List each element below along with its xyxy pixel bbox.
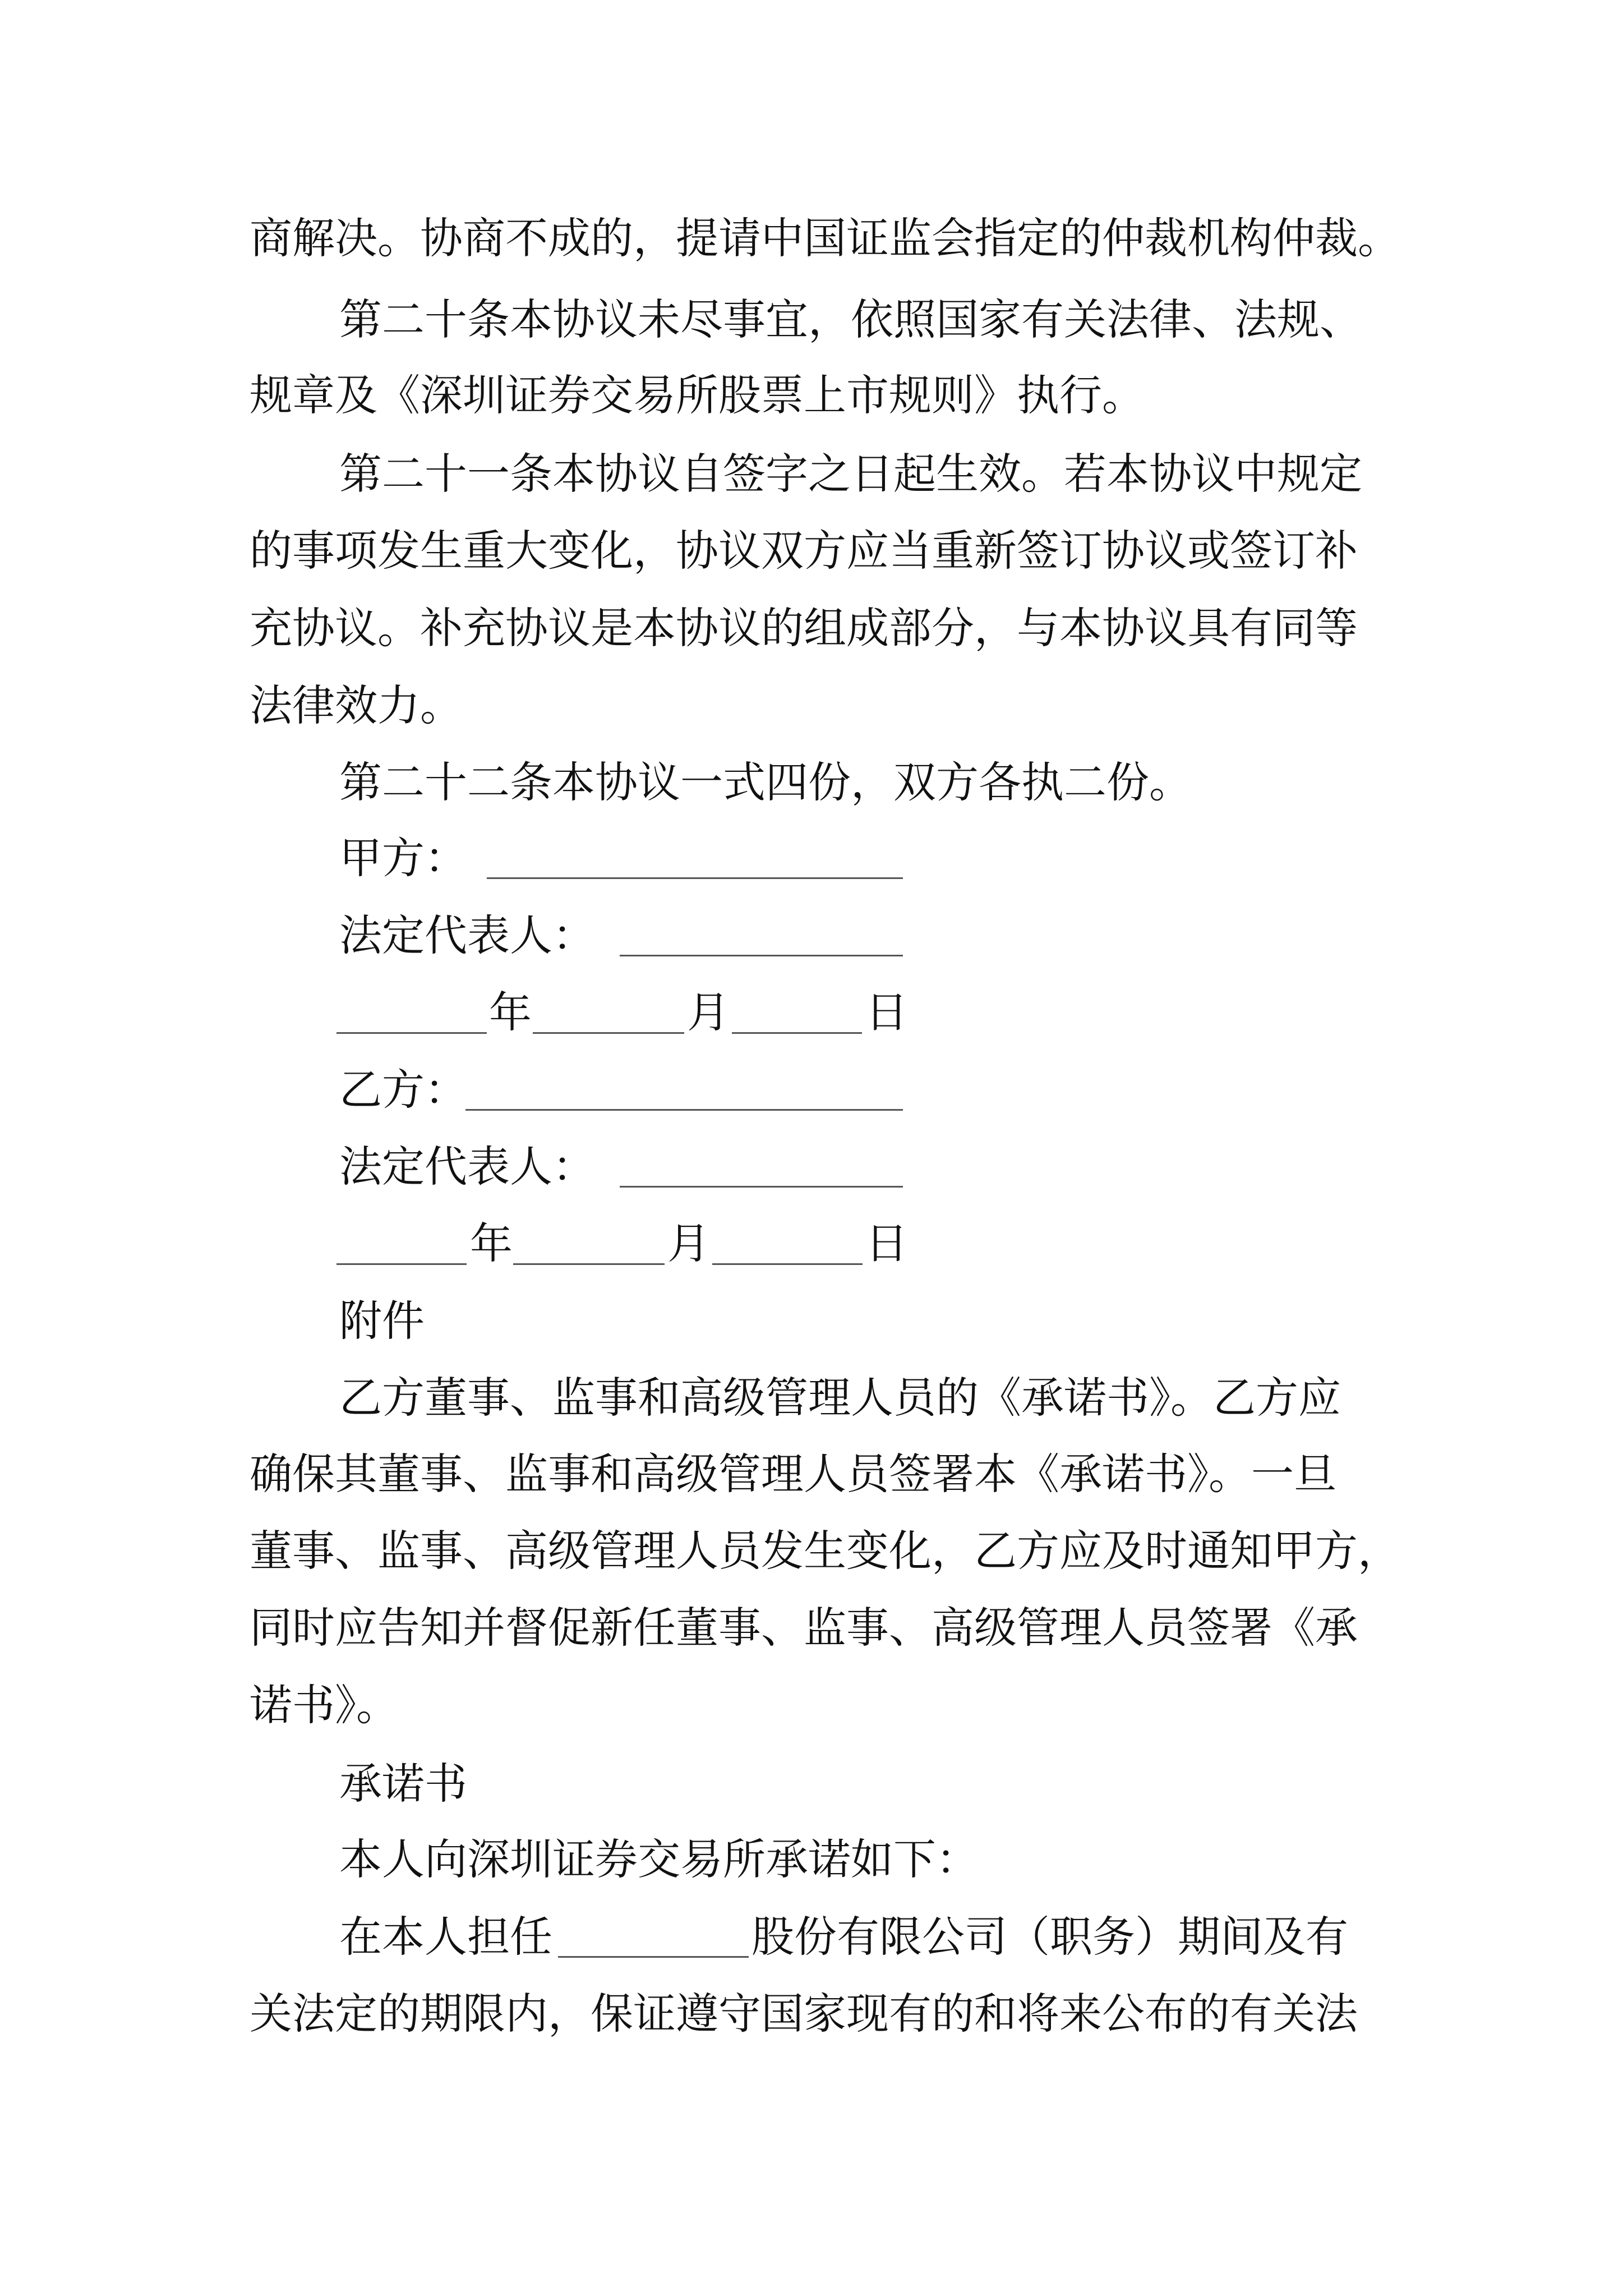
pledge-heading: 承诺书 (339, 1759, 467, 1809)
clause-20-line: 第二十条本协议未尽事宜，依照国家有关法律、法规、 (339, 295, 1362, 344)
clause-22-line: 第二十二条本协议一式四份，双方各执二份。 (339, 757, 1192, 807)
text-line: 法律效力。 (250, 680, 463, 730)
pledge-prefix: 在本人担任 (339, 1912, 552, 1962)
pledge-suffix: 股份有限公司（职务）期间及有 (751, 1912, 1348, 1962)
date-b-day-label: 日 (865, 1218, 908, 1268)
attachment-heading: 附件 (339, 1296, 425, 1346)
date-a-month-label: 月 (687, 987, 730, 1037)
party-b-label: 乙方： (339, 1065, 467, 1115)
company-name-field[interactable] (558, 1921, 749, 1958)
text-line: 诺书》。 (250, 1680, 399, 1730)
text-line: 乙方董事、监事和高级管理人员的《承诺书》。乙方应 (339, 1373, 1341, 1423)
text-line: 本人向深圳证券交易所承诺如下： (339, 1834, 979, 1884)
text-line: 同时应告知并督促新任董事、监事、高级管理人员签署《承 (250, 1603, 1358, 1653)
text-line: 商解决。协商不成的，提请中国证监会指定的仲裁机构仲裁。 (250, 213, 1400, 263)
date-a-day-field[interactable] (732, 997, 862, 1034)
rep-a-row (339, 908, 595, 964)
party-a-row (339, 830, 467, 886)
rep-a-label: 法定代表人： (339, 910, 595, 960)
party-a-field[interactable] (487, 843, 903, 879)
text-line: 的事项发生重大变化，协议双方应当重新签订协议或签订补 (250, 526, 1358, 576)
rep-a-field[interactable] (620, 920, 903, 956)
text-line: 确保其董事、监事和高级管理人员签署本《承诺书》。一旦 (250, 1449, 1336, 1499)
text-line: 关法定的期限内，保证遵守国家现有的和将来公布的有关法 (250, 1989, 1358, 2039)
text-line: 董事、监事、高级管理人员发生变化，乙方应及时通知甲方， (250, 1526, 1400, 1576)
date-b-year-label: 年 (470, 1218, 513, 1268)
clause-21-line: 第二十一条本协议自签字之日起生效。若本协议中规定 (339, 449, 1362, 499)
date-b-month-label: 月 (667, 1218, 710, 1268)
date-b-year-field[interactable] (336, 1228, 467, 1265)
party-a-label: 甲方： (339, 833, 467, 883)
rep-b-row (339, 1139, 595, 1195)
date-a-day-label: 日 (865, 987, 908, 1037)
date-b-day-field[interactable] (712, 1228, 863, 1265)
date-a-month-field[interactable] (533, 997, 684, 1034)
party-b-row (339, 1062, 467, 1118)
party-b-field[interactable] (465, 1074, 903, 1111)
date-a-year-field[interactable] (336, 997, 487, 1034)
rep-b-field[interactable] (620, 1151, 903, 1188)
pledge-first-line (339, 1909, 552, 1965)
rep-b-label: 法定代表人： (339, 1142, 595, 1191)
text-line: 充协议。补充协议是本协议的组成部分，与本协议具有同等 (250, 603, 1358, 653)
date-a-year-label: 年 (489, 987, 532, 1037)
date-b-month-field[interactable] (513, 1228, 665, 1265)
text-line: 规章及《深圳证券交易所股票上市规则》执行。 (250, 370, 1145, 420)
